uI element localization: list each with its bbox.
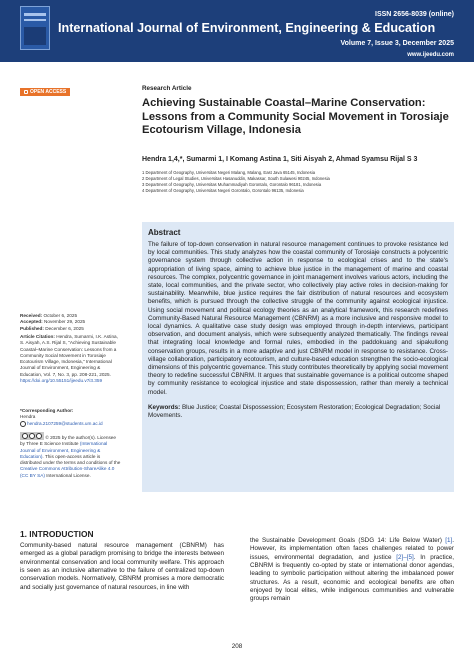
body-text: the Sustainable Development Goals (SDG 14: Life Below Water) <box>250 537 442 544</box>
citation-label: Article Citation: <box>20 334 55 339</box>
open-access-badge <box>20 88 70 96</box>
journal-url[interactable]: www.ijeedu.com <box>407 52 454 58</box>
body-column-left: Community-based natural resource management (CBNRM) has emerged as a global paradigm promising to bridge the interests between environmental conservation and local community welfare. This approach is seen as an inclusive alternative to the failure of centralized top-down conservation models. Normatively, CBNRM promises a more democratic and socially just governance of natural resources, in line with <box>20 542 224 591</box>
cc-by-sa-logo <box>20 432 44 440</box>
journal-title: International Journal of Environment, Engineering & Education <box>58 21 436 35</box>
email-icon <box>20 421 26 427</box>
section-heading-introduction: 1. INTRODUCTION <box>20 529 94 539</box>
journal-cover-thumbnail <box>20 6 50 50</box>
cc-icon <box>22 433 28 439</box>
abstract-heading: Abstract <box>148 228 181 237</box>
body-text: . However, its implementation often faces challenges related to power issues, environmental degradation, and justice <box>250 537 455 561</box>
citation-text: Hendra, Sumarmi, I.K. Astina, S. Aisyah, A.S. Rijal S, "Achieving Sustainable Coastal–Marine Conservation: Lessons from a Community Social Movement in Torosiaje Ecotourism Village, Indonesia," International Journal of Environment, Engineering & Education, Vol. 7, No. 3, pp. 208-221, 2025. <box>20 334 118 377</box>
license-middle: . This open-access article is distributed under the terms and conditions of the <box>20 453 121 466</box>
affiliation-item: 4 Department of Geography, Universitas Negeri Gorontalo, Gorontalo 96135, Indonesia <box>142 188 304 193</box>
affiliation-item: 3 Department of Geography, Universitas Muhammadiyah Gorontalo, Gorontalo 96181, Indonesia <box>142 182 322 187</box>
body-text: . In practice, CBNRM is frequently co-opted by state or international donor agendas, leading to symbolic participation without altering the imbalanced power structures. As a result, economic and ecological benefits are often enjoyed by local elites, while indigenous communities and vulnerable groups remain <box>250 553 455 603</box>
email-link[interactable]: hendra.2107259@students.um.ac.id <box>27 420 103 426</box>
article-citation <box>20 334 122 384</box>
issn: ISSN 2656-8039 (online) <box>375 11 454 18</box>
open-access-label: OPEN ACCESS <box>30 89 67 95</box>
volume-issue: Volume 7, Issue 3, December 2025 <box>340 40 454 47</box>
abstract-text: The failure of top-down conservation in natural resource management continues to provoke resistance led by local communities. This study analyzes how the coastal community of Torosiaje constructs a polycentric governance system through collective action in response to ecological crises and to the state's appropriation of living space, aiming to achieve blue justice in the management of marine and coastal resources. The complex, polycentric governance in joint management involves various actors, including the state, local communities, and the private sector, who collectively play active roles in decision-making for sustainability. Meanwhile, blue justice requires the fair distribution of natural resources and ecosystem benefits, which is pursued through the collective struggle of the community against ecological injustice. Using social movement and political ecology theories as an analytical framework, this research redefines Community-Based Natural Resource Management (CBNRM) as a more inclusive and responsive model to local dynamics. A qualitative case study design was employed through in-depth interviews, participant observation, and document analysis, which were subsequently analyzed thematically. The findings reveal that integrating local knowledge and formal rules, embodied in the paddokuang and sipakullong conservation groups, results in a more adaptive and just CBNRM model in response to resistance. Cross-village collaboration, participatory ecotourism, and culture-based education strengthen the socio-ecological dimensions of this polycentric governance. This study contributes theoretically by applying social movement theory to redefine successful CBNRM. It argues that sustainable governance is a political outcome shaped by community resistance to ecological injustice and state dispossession, rather than merely a technical model. <box>148 241 448 396</box>
open-lock-icon <box>24 90 28 94</box>
corresponding-label: *Corresponding Author: <box>20 408 74 413</box>
abstract-box <box>142 222 454 492</box>
article-dates <box>20 313 122 332</box>
cc-license-link[interactable]: Creative Commons Attribution-ShareAlike 4.0 (CC BY SA) <box>20 466 115 478</box>
license-suffix: International License. <box>46 472 91 478</box>
received-label: Received: <box>20 313 43 318</box>
citation-ref-1[interactable]: [1] <box>445 537 453 544</box>
journal-banner <box>0 0 474 62</box>
accepted-date: November 29, 2025 <box>43 319 86 325</box>
published-date: December 6, 2025 <box>45 325 84 331</box>
license-prefix: © 2025 by the author(s). Licensee by Three E Science Institute <box>20 435 116 447</box>
doi-link[interactable]: https://doi.org/10.55151/ijeedu.v7i3.359 <box>20 378 103 384</box>
page-number: 208 <box>231 643 243 650</box>
body-column-right <box>250 537 454 604</box>
license-block <box>20 432 122 479</box>
article-type: Research Article <box>142 85 192 92</box>
keywords-label: Keywords: <box>148 403 181 411</box>
affiliation-item: 2 Department of Legal Studies, Universitas Hasanuddin, Makassar, South Sulawesi 90245, Indonesia <box>142 176 330 181</box>
keywords <box>148 404 448 420</box>
published-label: Published: <box>20 325 44 331</box>
corresponding-name: Hendra <box>20 414 36 420</box>
accepted-label: Accepted: <box>20 319 43 325</box>
author-list: Hendra 1,4,*, Sumarmi 1, I Komang Astina 1, Siti Aisyah 2, Ahmad Syamsu Rijal S 3 <box>142 156 418 163</box>
affiliation-item: 1 Department of Geography, Universitas Negeri Malang, Malang, East Java 65145, Indonesia <box>142 170 316 175</box>
by-icon <box>29 433 35 439</box>
keywords-text: Blue Justice; Coastal Dispossession; Ecosystem Restoration; Ecological Degradation; Social Movements. <box>148 403 441 420</box>
affiliations <box>142 170 330 194</box>
sa-icon <box>36 433 42 439</box>
received-date: October 6, 2025 <box>43 313 78 318</box>
license-journal-link[interactable]: (International Journal of Environment, Engineering & Education) <box>20 441 108 459</box>
citation-ref-2-5[interactable]: [2]–[5] <box>396 553 414 561</box>
corresponding-author <box>20 408 122 429</box>
article-title: Achieving Sustainable Coastal–Marine Conservation: Lessons from a Community Social Movement in Torosiaje Ecotourism Village, Indonesia <box>142 97 449 136</box>
